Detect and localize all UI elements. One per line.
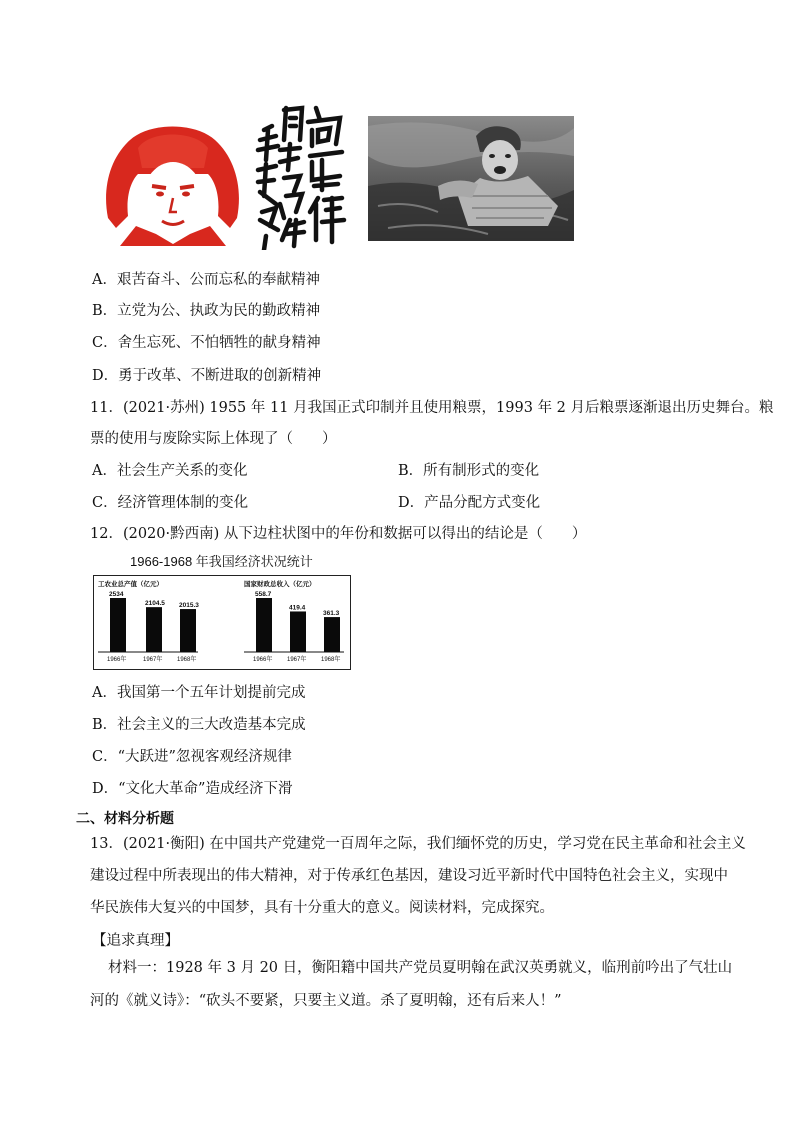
bar-1-1: [110, 598, 126, 652]
bar-1-2: [146, 607, 162, 652]
q12-option-c: C．“大跃进”忽视客观经济规律: [92, 749, 292, 765]
bar-value-label-2-3: 361.3: [323, 610, 340, 618]
portrait-icon: [100, 118, 245, 246]
q11-option-c: C．经济管理体制的变化: [92, 495, 249, 511]
section-heading: 二、材料分析题: [76, 810, 174, 826]
category-label-1-2: 1967年: [143, 657, 163, 663]
q12-option-a: A．我国第一个五年计划提前完成: [92, 685, 306, 701]
category-label-2-3: 1968年: [321, 657, 341, 663]
bar-value-label-1-1: 2534: [109, 591, 124, 598]
bar-chart: [94, 576, 349, 668]
q13-stem-line3: 华民族伟大复兴的中国梦，具有十分重大的意义。阅读材料，完成探究。: [90, 900, 554, 916]
bar-value-label-2-2: 419.4: [289, 604, 306, 612]
q13-material1-line2: 河的《就义诗》：“砍头不要紧，只要主义道。杀了夏明翰，还有后来人！”: [90, 993, 562, 1009]
bar-1-3: [180, 609, 196, 652]
q11-stem-line1: 11．(2021·苏州) 1955 年 11 月我国正式印制并且使用粮票，1993 年 2 月后粮票逐渐退出历史舞台。粮: [90, 400, 774, 416]
q11-stem-line2: 票的使用与废除实际上体现了（ ）: [90, 431, 337, 447]
bar-2-3: [324, 617, 340, 652]
category-label-2-1: 1966年: [253, 657, 273, 663]
q13-stem-line2: 建设过程中所表现出的伟大精神，对于传承红色基因，建设习近平新时代中国特色社会主义，实现中: [90, 868, 728, 884]
calligraphy-icon: [250, 100, 350, 250]
q13-stem-line1: 13．(2021·衡阳) 在中国共产党建党一百周年之际，我们缅怀党的历史，学习党在民主革命和社会主义: [90, 836, 746, 852]
chart-title: 1966-1968 年我国经济状况统计: [130, 554, 313, 569]
chart-subtitle-2: 国家财政总收入（亿元）: [244, 581, 316, 588]
q13-sub-heading: 【追求真理】: [92, 933, 179, 949]
category-label-2-2: 1967年: [287, 657, 307, 663]
soldier-photo-icon: [368, 116, 574, 241]
bar-2-1: [256, 598, 272, 652]
q12-option-d: D．“文化大革命”造成经济下滑: [92, 781, 293, 797]
bar-chart-frame: [93, 575, 351, 670]
q12-option-b: B．社会主义的三大改造基本完成: [92, 717, 306, 733]
category-label-1-3: 1968年: [177, 657, 197, 663]
q11-option-d: D．产品分配方式变化: [398, 495, 541, 511]
q10-option-d: D．勇于改革、不断进取的创新精神: [92, 368, 322, 384]
bar-2-2: [290, 611, 306, 652]
portrait-image: [100, 118, 245, 246]
calligraphy-image: [250, 100, 350, 250]
chart-subtitle-1: 工农业总产值（亿元）: [98, 581, 163, 588]
q10-option-a: A．艰苦奋斗、公而忘私的奉献精神: [92, 272, 320, 288]
q11-option-b: B．所有制形式的变化: [398, 463, 540, 479]
q12-stem: 12．(2020·黔西南) 从下边柱状图中的年份和数据可以得出的结论是（ ）: [90, 526, 587, 542]
q10-option-c: C．舍生忘死、不怕牺牲的献身精神: [92, 335, 321, 351]
bar-value-label-2-1: 558.7: [255, 591, 272, 598]
q10-option-b: B．立党为公、执政为民的勤政精神: [92, 303, 321, 319]
q13-material1-line1: 材料一：1928 年 3 月 20 日，衡阳籍中国共产党员夏明翰在武汉英勇就义，临刑前吟出了气壮山: [108, 960, 733, 976]
q11-option-a: A．社会生产关系的变化: [92, 463, 248, 479]
category-label-1-1: 1966年: [107, 657, 127, 663]
soldier-photo: [368, 116, 574, 241]
bar-value-label-1-3: 2015.3: [179, 602, 199, 610]
bar-value-label-1-2: 2104.5: [145, 600, 165, 608]
